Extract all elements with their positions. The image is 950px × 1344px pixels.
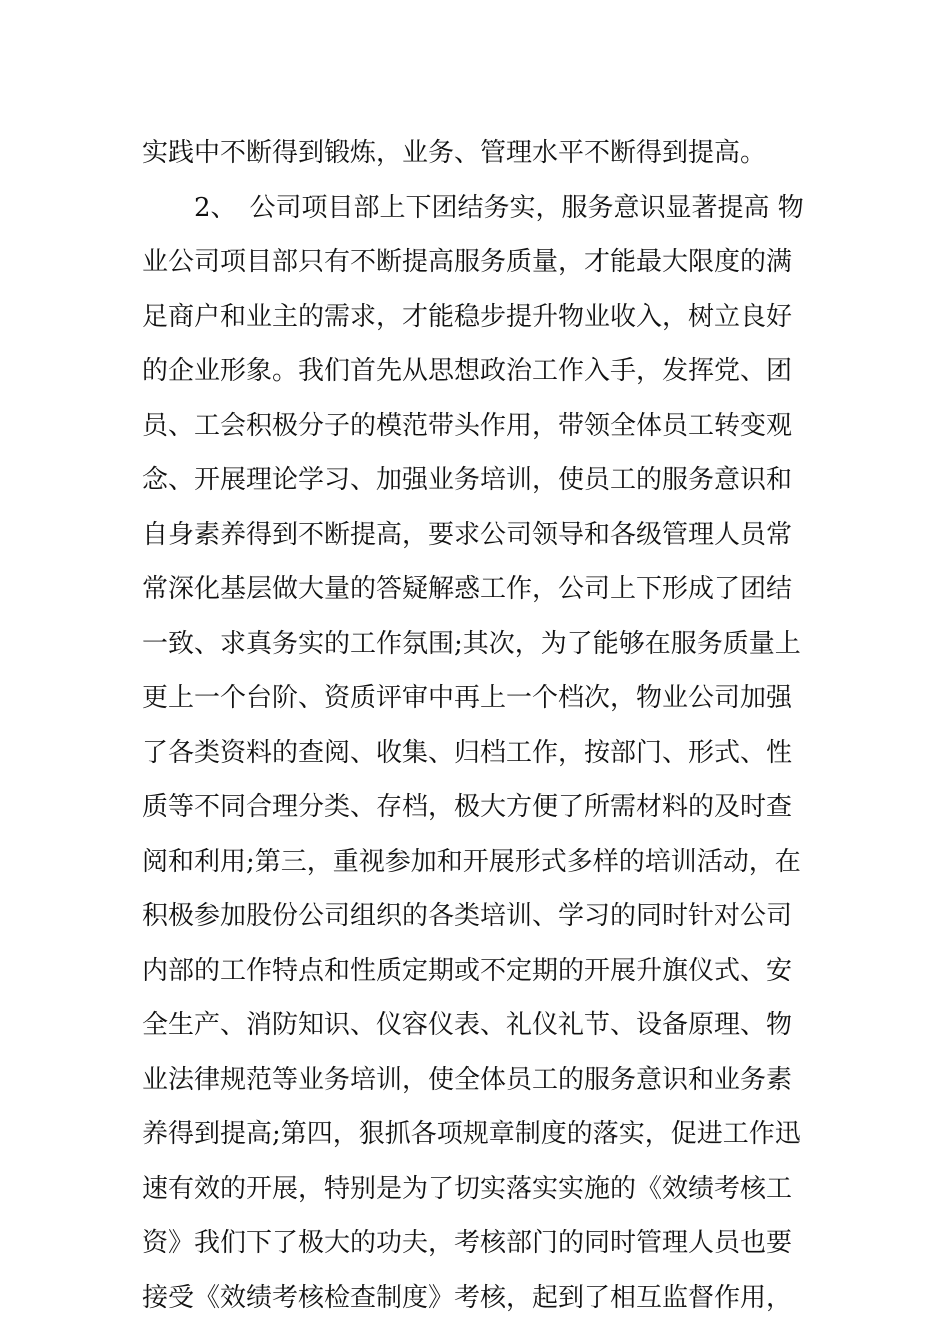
text-line: 了各类资料的查阅、收集、归档工作，按部门、形式、性: [142, 737, 793, 768]
text-line: 接受《效绩考核检查制度》考核，起到了相互监督作用，: [142, 1282, 793, 1313]
text-line: 速有效的开展，特别是为了切实落实实施的《效绩考核工: [142, 1173, 793, 1204]
text-line: 业法律规范等业务培训，使全体员工的服务意识和业务素: [142, 1064, 793, 1095]
text-line: 质等不同合理分类、存档，极大方便了所需材料的及时查: [142, 792, 793, 822]
text-line: 全生产、消防知识、仪容仪表、礼仪礼节、设备原理、物: [142, 1010, 793, 1040]
text-line: 2、 公司项目部上下团结务实，服务意识显著提高 物: [142, 192, 804, 223]
text-line: 积极参加股份公司组织的各类培训、学习的同时针对公司: [142, 901, 793, 931]
text-line: 更上一个台阶、资质评审中再上一个档次，物业公司加强: [142, 683, 793, 713]
text-line: 常深化基层做大量的答疑解惑工作，公司上下形成了团结: [142, 574, 793, 604]
text-line: 阅和利用;第三，重视参加和开展形式多样的培训活动，在: [142, 846, 801, 877]
text-line: 养得到提高;第四，狠抓各项规章制度的落实，促进工作迅: [142, 1119, 801, 1149]
text-line: 自身素养得到不断提高，要求公司领导和各级管理人员常: [142, 519, 793, 550]
text-line: 实践中不断得到锻炼，业务、管理水平不断得到提高。: [142, 138, 767, 168]
text-line: 业公司项目部只有不断提高服务质量，才能最大限度的满: [142, 247, 793, 277]
text-line: 资》我们下了极大的功夫，考核部门的同时管理人员也要: [142, 1228, 793, 1258]
body-text: [142, 126, 822, 1325]
text-line: 的企业形象。我们首先从思想政治工作入手，发挥党、团: [142, 356, 793, 386]
text-line: 一致、求真务实的工作氛围;其次，为了能够在服务质量上: [142, 628, 801, 659]
text-line: 内部的工作特点和性质定期或不定期的开展升旗仪式、安: [142, 955, 793, 986]
text-line: 足商户和业主的需求，才能稳步提升物业收入，树立良好: [142, 301, 793, 332]
text-line: 员、工会积极分子的模范带头作用，带领全体员工转变观: [142, 410, 793, 441]
text-line: 念、开展理论学习、加强业务培训，使员工的服务意识和: [142, 465, 793, 495]
